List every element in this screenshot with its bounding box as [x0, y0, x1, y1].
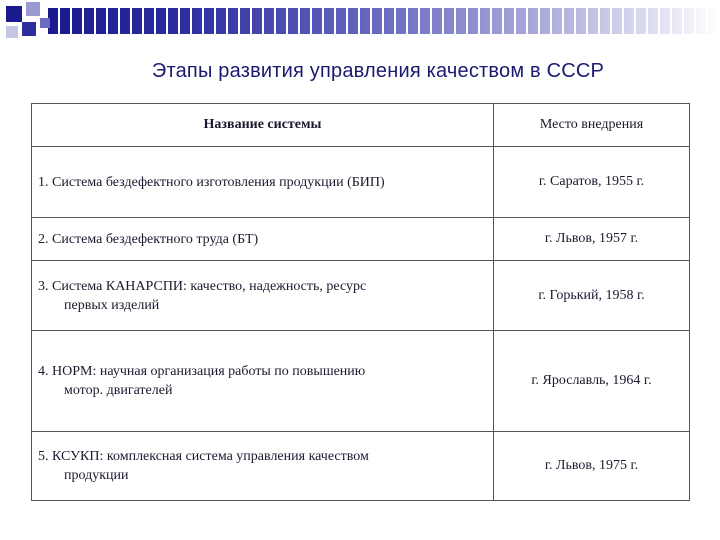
system-name-continuation: мотор. двигателей	[64, 383, 173, 398]
system-place: г. Горький, 1958 г.	[494, 261, 690, 331]
system-name-cell	[32, 432, 494, 501]
column-header-place: Место внедрения	[494, 104, 690, 147]
table-row	[32, 147, 690, 218]
system-name: 4. НОРМ: научная организация работы по повышению	[38, 364, 366, 379]
system-place: г. Львов, 1975 г.	[494, 432, 690, 501]
system-name-cell	[32, 218, 494, 261]
system-name: 5. КСУКП: комплексная система управления качеством	[38, 449, 369, 464]
table-row	[32, 331, 690, 432]
decor-square	[6, 26, 18, 38]
decor-square	[22, 22, 36, 36]
system-name: 3. Система КАНАРСПИ: качество, надежность, ресурс	[38, 278, 367, 294]
table-row	[32, 261, 690, 331]
slide-title: Этапы развития управления качеством в СССР	[151, 60, 605, 82]
system-name-continuation: продукции	[64, 468, 129, 483]
system-name-cell	[32, 261, 494, 331]
column-header-name: Название системы	[32, 104, 494, 147]
decor-square	[40, 18, 50, 28]
system-place: г. Ярославль, 1964 г.	[494, 331, 690, 432]
header-stripes	[48, 8, 720, 34]
system-name-cell	[32, 331, 494, 432]
system-place: г. Львов, 1957 г.	[494, 218, 690, 261]
system-name: 2. Система бездефектного труда (БТ)	[38, 231, 259, 247]
system-name-cell	[32, 147, 494, 218]
systems-table	[31, 103, 690, 501]
decor-square	[6, 6, 22, 22]
system-place: г. Саратов, 1955 г.	[494, 147, 690, 218]
table-row	[32, 432, 690, 501]
system-name-continuation: первых изделий	[64, 297, 160, 313]
table-header-row	[32, 104, 690, 147]
table-row	[32, 218, 690, 261]
system-name: 1. Система бездефектного изготовления продукции (БИП)	[38, 174, 385, 190]
decor-square	[26, 2, 40, 16]
